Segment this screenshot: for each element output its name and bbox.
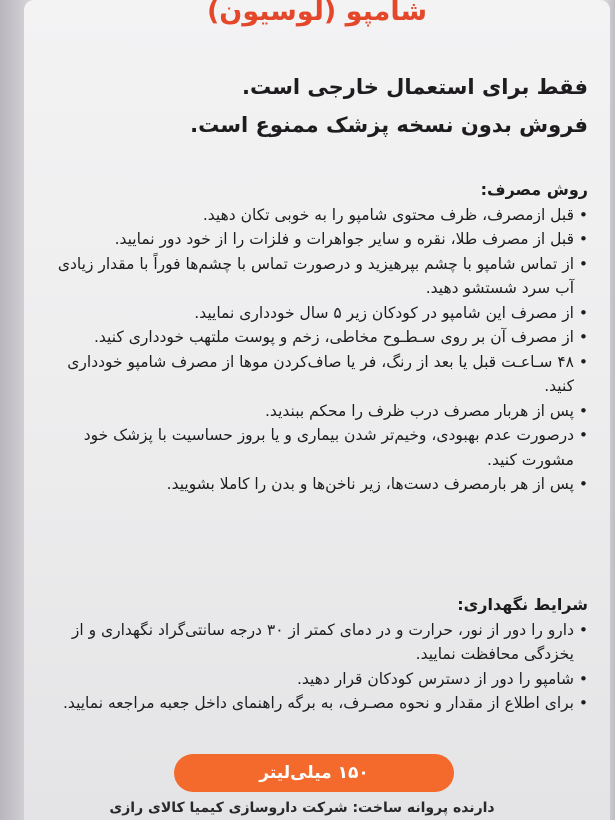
usage-item: • از مصرف این شامپو در کودکان زیر ۵ سال خودداری نمایید. <box>44 301 588 326</box>
storage-item: • برای اطلاع از مقدار و نحوه مصـرف، به برگه راهنمای داخل جعبه مراجعه نمایید. <box>44 691 588 716</box>
product-label <box>24 0 610 820</box>
usage-item: • ۴۸ سـاعـت قبل یا بعد از رنگ، فر یا صاف‌کردن موها از مصرف شامپو خودداری کنید. <box>44 350 588 399</box>
license-holder: دارنده پروانه ساخت: شرکت داروسازی کیمیا کالای رازی <box>109 800 495 816</box>
volume-badge <box>174 754 454 792</box>
external-use-warning: فقط برای استعمال خارجی است. <box>242 75 588 99</box>
product-title: شامپو (لوسیون) <box>206 0 428 27</box>
usage-item: • درصورت عدم بهبودی، وخیم‌تر شدن بیماری و یا بروز حساسیت با پزشک خود مشورت کنید. <box>44 423 588 472</box>
prescription-warning: فروش بدون نسخه پزشک ممنوع است. <box>190 113 588 137</box>
usage-item: • قبل ازمصرف، ظرف محتوی شامپو را به خوبی تکان دهید. <box>44 203 588 228</box>
usage-section <box>44 178 588 497</box>
usage-item: • پس از هر بارمصرف دست‌ها، زیر ناخن‌ها و بدن را کاملا بشویید. <box>44 472 588 497</box>
usage-title: روش مصرف: <box>480 180 588 199</box>
storage-title: شرایط نگهداری: <box>457 595 588 614</box>
storage-item: • شامپو را دور از دسترس کودکان قرار دهید. <box>44 667 588 692</box>
usage-list <box>44 203 588 497</box>
storage-item: • دارو را دور از نور، حرارت و در دمای کمتر از ۳۰ درجه سانتی‌گراد نگهداری و از یخزدگی محافظت نمایید. <box>44 618 588 667</box>
storage-list <box>44 618 588 716</box>
storage-section <box>44 593 588 716</box>
usage-item: • قبل از مصرف طلا، نقره و سایر جواهرات و فلزات را از خود دور نمایید. <box>44 227 588 252</box>
volume-text: ۱۵۰ میلی‌لیتر <box>259 763 369 783</box>
usage-item: • از مصرف آن بر روی سـطـوح مخاطی، زخم و پوست ملتهب خودداری کنید. <box>44 325 588 350</box>
usage-item: • از تماس شامپو با چشم بپرهیزید و درصورت تماس با چشم‌ها فوراً با مقدار زیادی آب سرد شستشو دهید. <box>44 252 588 301</box>
usage-item: • پس از هربار مصرف درب ظرف را محکم ببندید. <box>44 399 588 424</box>
